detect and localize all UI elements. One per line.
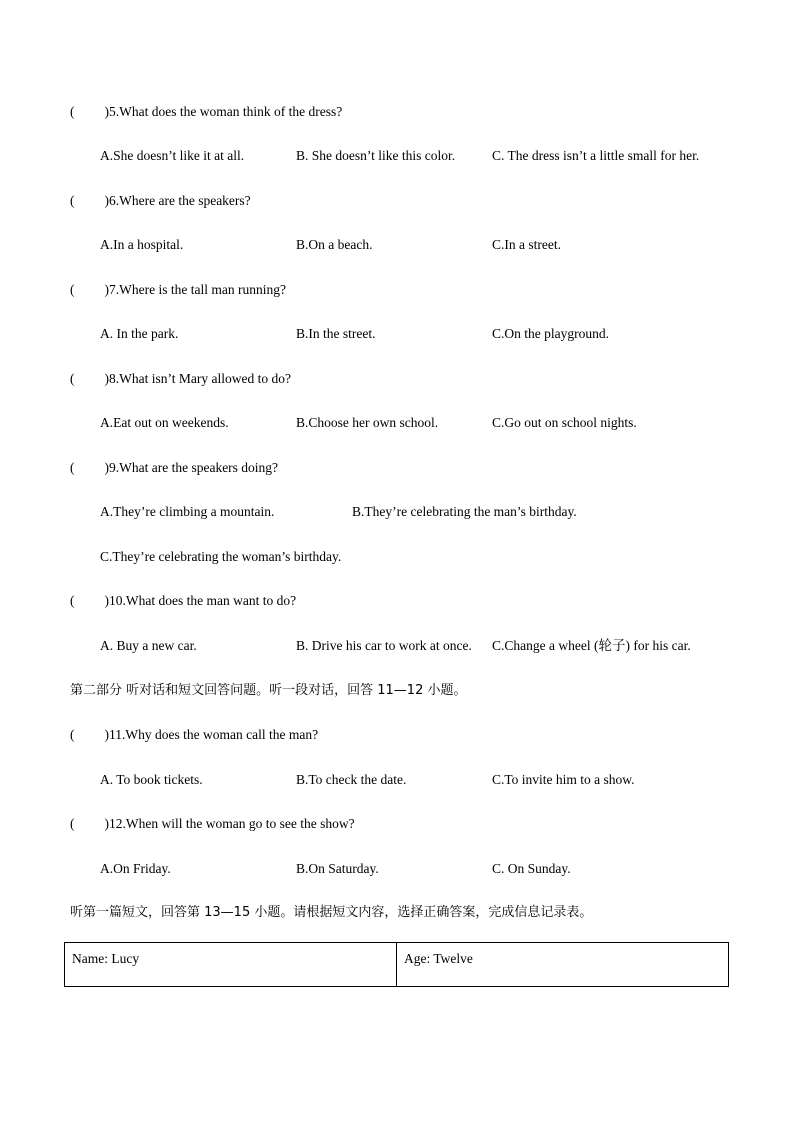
question-stem: 8.What isn’t Mary allowed to do? xyxy=(109,371,291,386)
option-a: A.In a hospital. xyxy=(100,237,184,252)
question-6: ( )6.Where are the speakers? xyxy=(70,193,251,208)
option-a: A.On Friday. xyxy=(100,861,171,876)
option-a: A.She doesn’t like it at all. xyxy=(100,148,245,163)
option-c: C.On the playground. xyxy=(492,326,609,341)
option-c: C.Go out on school nights. xyxy=(492,415,637,430)
option-a: A. In the park. xyxy=(100,326,179,341)
option-b: B. She doesn’t like this color. xyxy=(296,148,456,163)
option-a: A.Eat out on weekends. xyxy=(100,415,229,430)
question-stem: 10.What does the man want to do? xyxy=(109,593,297,608)
option-b: B. Drive his car to work at once. xyxy=(296,638,472,653)
question-9: ( )9.What are the speakers doing? xyxy=(70,460,279,475)
option-b: B.To check the date. xyxy=(296,772,407,787)
option-b: B.On a beach. xyxy=(296,237,373,252)
option-b: B.On Saturday. xyxy=(296,861,379,876)
question-8: ( )8.What isn’t Mary allowed to do? xyxy=(70,371,291,386)
option-b: B.Choose her own school. xyxy=(296,415,439,430)
option-a: A. Buy a new car. xyxy=(100,638,197,653)
option-c: C.In a street. xyxy=(492,237,561,252)
question-stem: 6.Where are the speakers? xyxy=(109,193,251,208)
table-row xyxy=(65,943,729,987)
section-instruction: 听第一篇短文，回答第 13—15 小题。请根据短文内容，选择正确答案，完成信息记录表。 xyxy=(70,905,593,920)
question-stem: 7.Where is the tall man running? xyxy=(109,282,286,297)
option-b: B.They’re celebrating the man’s birthday. xyxy=(352,504,577,519)
question-stem: 5.What does the woman think of the dress? xyxy=(109,104,343,119)
question-12: ( )12.When will the woman go to see the show? xyxy=(70,816,355,831)
option-c: C. The dress isn’t a little small for her. xyxy=(492,148,700,163)
option-c: C.To invite him to a show. xyxy=(492,772,635,787)
question-5: ( )5.What does the woman think of the dress? xyxy=(70,104,343,119)
option-c: C.They’re celebrating the woman’s birthday. xyxy=(100,549,342,564)
question-stem: 9.What are the speakers doing? xyxy=(109,460,279,475)
question-7: ( )7.Where is the tall man running? xyxy=(70,282,286,297)
age-cell: Age: Twelve xyxy=(397,943,729,987)
option-a: A. To book tickets. xyxy=(100,772,203,787)
section-heading: 第二部分 听对话和短文回答问题。听一段对话，回答 11—12 小题。 xyxy=(70,683,467,698)
question-11: ( )11.Why does the woman call the man? xyxy=(70,727,319,742)
option-a: A.They’re climbing a mountain. xyxy=(100,504,275,519)
option-c: C. On Sunday. xyxy=(492,861,571,876)
option-c: C.Change a wheel (轮子) for his car. xyxy=(492,638,691,653)
question-stem: 12.When will the woman go to see the show? xyxy=(109,816,355,831)
question-stem: 11.Why does the woman call the man? xyxy=(109,727,319,742)
option-b: B.In the street. xyxy=(296,326,376,341)
question-10: ( )10.What does the man want to do? xyxy=(70,593,297,608)
info-record-table xyxy=(64,942,729,987)
name-cell: Name: Lucy xyxy=(65,943,397,987)
